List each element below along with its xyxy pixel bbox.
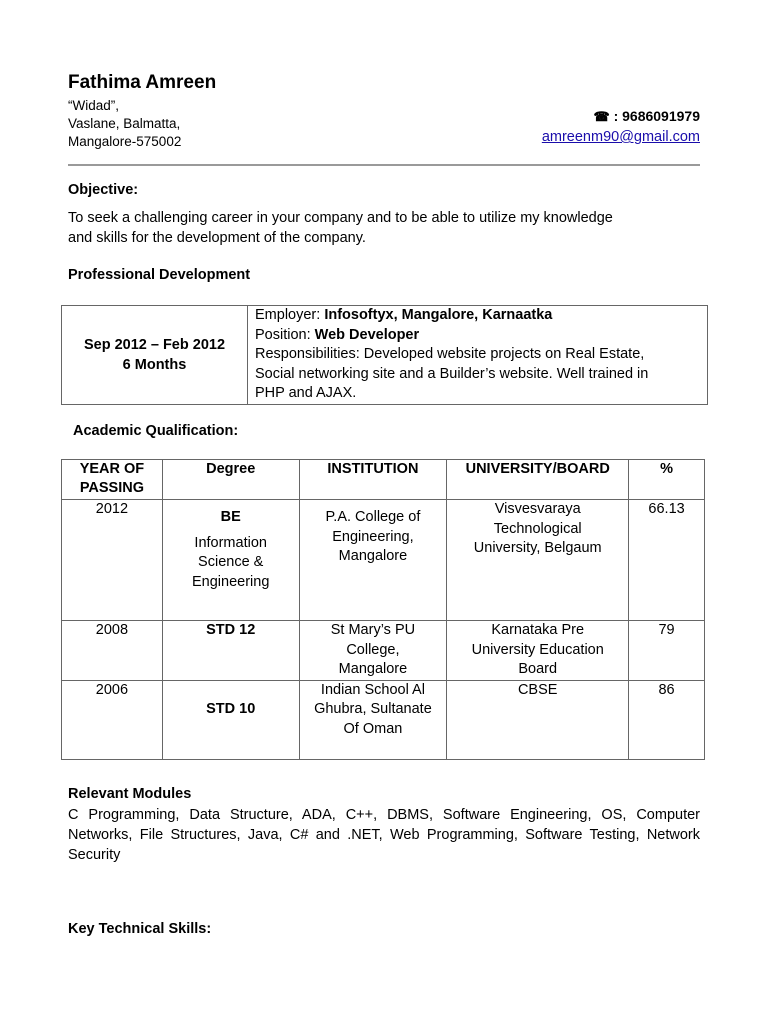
employment-duration: 6 Months [122,356,187,373]
position-label: Position: [255,326,315,343]
professional-heading: Professional Development [68,267,251,283]
year-header-line-2: PASSING [79,480,145,496]
row-year: 2006 [62,680,163,759]
modules-text: C Programming, Data Structure, ADA, C++, DBMS, Software Engineering, OS, Computer Networks, File Structures, Java, C# and .NET, Web Programming, Software Testing, Network Security [68,807,700,863]
academic-heading: Academic Qualification: [73,423,239,439]
position-line [255,326,700,346]
employer-line [255,306,700,326]
employer-label: Employer: [255,307,325,323]
year-header-line-1: YEAR OF [79,461,145,477]
row-institution [299,500,447,621]
objective-heading: Objective: [68,182,139,198]
row-year: 2012 [62,500,163,621]
institution-line-3: Mangalore [338,661,408,677]
email-link[interactable]: amreenm90@gmail.com [541,129,700,145]
row-degree [162,680,299,759]
phone-contact [593,108,700,125]
row-institution [299,621,447,681]
table-row [62,500,705,621]
phone-number: : 9686091979 [609,108,700,124]
table-row [62,306,708,405]
address-line-2: Vaslane, Balmatta, [68,116,181,131]
university-line-1: Karnataka Pre [491,622,585,638]
institution-line-2: Ghubra, Sultanate [314,701,432,717]
modules-heading: Relevant Modules [68,786,192,802]
employer-name: Infosoftyx, Mangalore, Karnaatka [324,307,553,323]
row-year: 2008 [62,621,163,681]
university-line-1: CBSE [517,681,558,698]
institution-line-1: Indian School Al [320,681,425,698]
professional-table [61,305,708,405]
row-percent: 79 [629,621,705,681]
institution-line-2: College, [346,641,400,658]
header-divider [68,164,700,166]
academic-table [61,459,705,760]
university-line-2: Technological [493,520,582,537]
degree-title: BE [220,509,241,525]
table-row [62,680,705,759]
row-percent: 86 [629,680,705,759]
institution-line-2: Engineering, [332,528,414,545]
row-degree: STD 12 [162,621,299,681]
degree-sub-line-1: Information [194,534,267,551]
position-name: Web Developer [314,326,420,343]
responsibilities-line-3: PHP and AJAX. [255,385,357,401]
candidate-name: Fathima Amreen [68,72,217,93]
objective-line-2: and skills for the development of the company. [68,230,366,246]
address-line-1: “Widad”, [68,98,120,113]
table-row [62,621,705,681]
row-degree [162,500,299,621]
employment-period-cell [62,306,248,405]
degree-sub-line-2: Science & [198,554,264,570]
address-line-3: Mangalore-575002 [68,134,182,149]
employment-period: Sep 2012 – Feb 2012 [83,336,226,353]
degree-title: STD 10 [206,700,256,717]
university-line-1: Visvesvaraya [494,501,581,517]
degree-sub-line-3: Engineering [191,573,270,590]
row-university [447,680,629,759]
university-line-2: University Education [471,641,604,658]
row-percent: 66.13 [629,500,705,621]
row-university [447,500,629,621]
row-institution [299,680,447,759]
institution-line-1: St Mary’s PU [330,622,416,638]
phone-icon: ☎ [593,109,610,124]
column-header-percent: % [629,460,705,500]
objective-text [68,208,700,248]
skills-heading: Key Technical Skills: [68,921,212,937]
table-header-row [62,460,705,500]
institution-line-3: Of Oman [343,720,403,737]
institution-line-3: Mangalore [338,548,408,564]
responsibilities-line-1: Responsibilities: Developed website projects on Real Estate, [255,346,645,362]
institution-line-1: P.A. College of [325,509,421,525]
column-header-degree: Degree [162,460,299,500]
university-line-3: Board [518,661,558,677]
objective-line-1: To seek a challenging career in your company and to be able to utilize my knowledge [68,210,613,226]
column-header-year [62,460,163,500]
employment-details-cell [248,306,708,405]
row-university [447,621,629,681]
university-line-3: University, Belgaum [473,540,602,556]
column-header-institution: INSTITUTION [299,460,447,500]
responsibilities-line-2: Social networking site and a Builder’s website. Well trained in [255,365,649,382]
column-header-university: UNIVERSITY/BOARD [447,460,629,500]
